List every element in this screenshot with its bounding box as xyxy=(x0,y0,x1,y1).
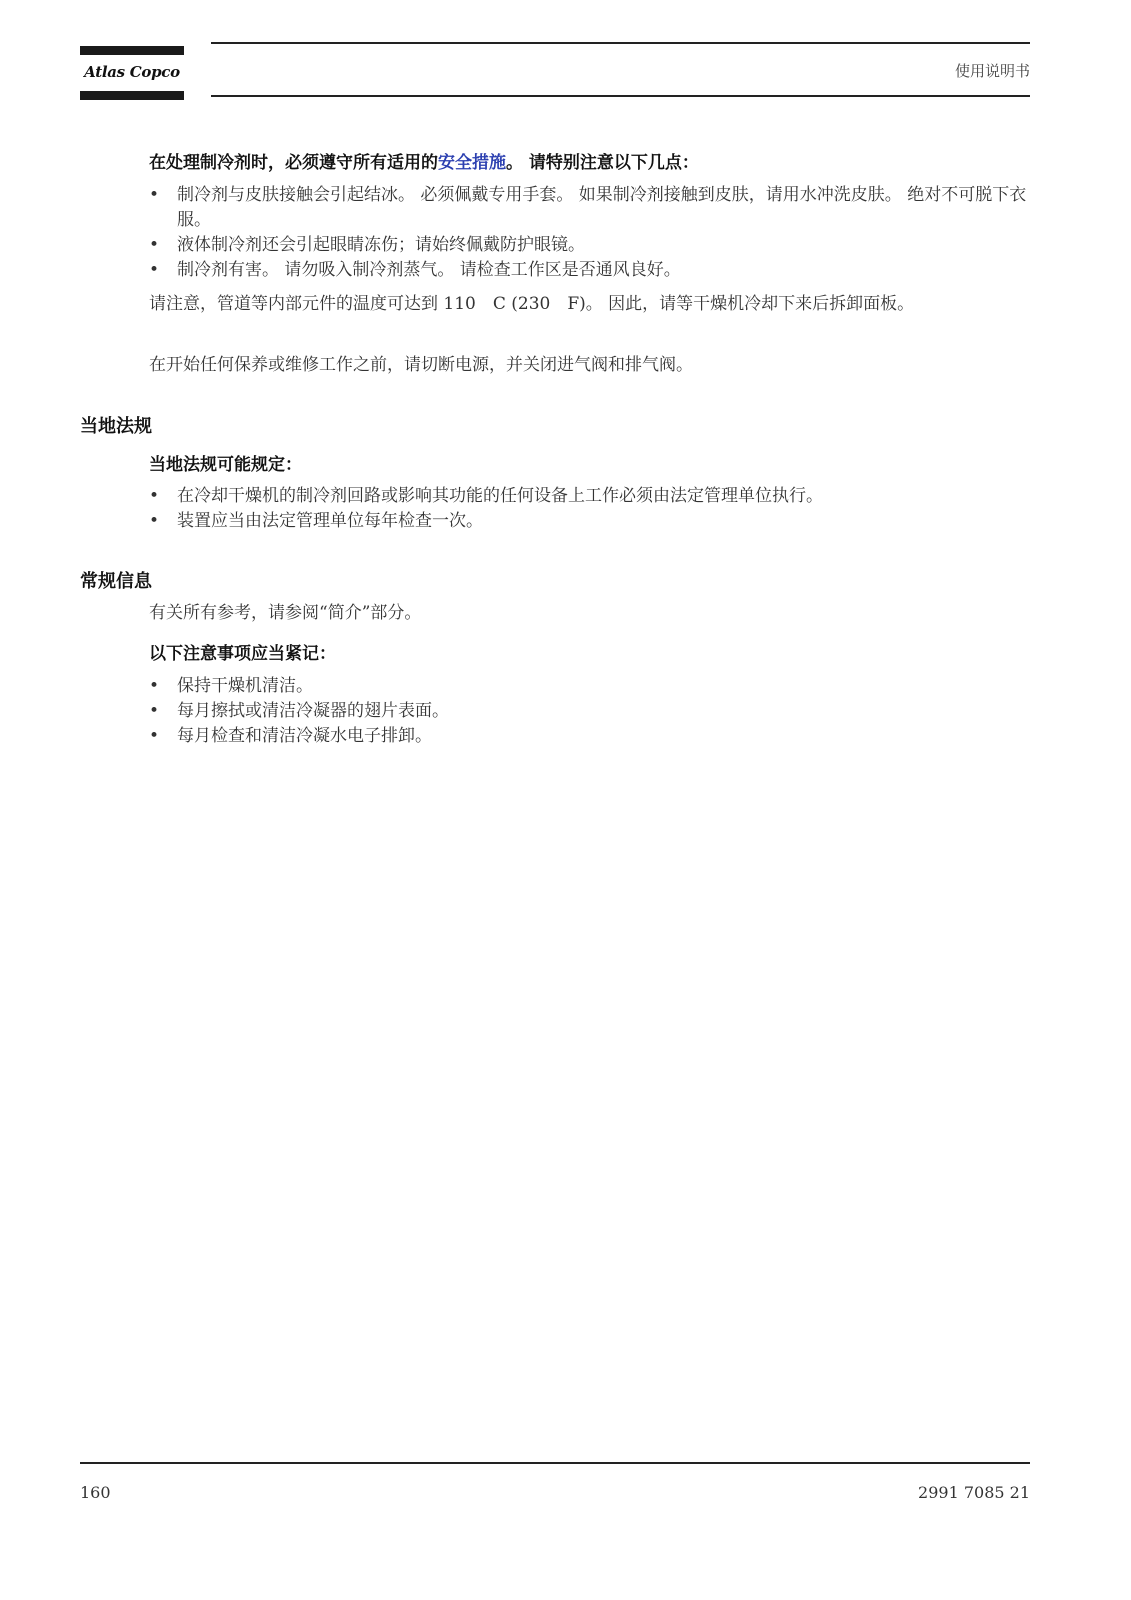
list-item-text: 在冷却干燥机的制冷剂回路或影响其功能的任何设备上工作必须由法定管理单位执行。 xyxy=(177,486,823,506)
bullet-icon: • xyxy=(149,260,160,280)
list-item xyxy=(149,258,1029,283)
document-number: 2991 7085 21 xyxy=(918,1483,1030,1502)
general-info-lead: 以下注意事项应当紧记： xyxy=(149,644,336,664)
general-info-list xyxy=(149,674,1029,749)
refrigerant-bullet-list xyxy=(149,183,1029,283)
bullet-icon: • xyxy=(149,486,160,506)
document-title: 使用说明书 xyxy=(954,62,1030,80)
bullet-icon: • xyxy=(149,701,160,721)
list-item-text: 每月擦拭或清洁冷凝器的翅片表面。 xyxy=(177,701,449,721)
bullet-icon: • xyxy=(149,511,160,531)
list-item xyxy=(149,674,1029,699)
bullet-icon: • xyxy=(149,235,160,255)
refrigerant-lead-text: 在处理制冷剂时，必须遵守所有适用的 xyxy=(149,153,438,173)
local-regulations-lead: 当地法规可能规定： xyxy=(149,455,302,475)
list-item xyxy=(149,724,1029,749)
safety-measures-link[interactable]: 安全措施 xyxy=(438,153,506,173)
list-item-text: 每月检查和清洁冷凝水电子排卸。 xyxy=(177,726,432,746)
general-info-reference: 有关所有参考，请参阅“简介”部分。 xyxy=(149,603,422,623)
bullet-icon: • xyxy=(149,676,160,696)
general-info-heading: 常规信息 xyxy=(80,571,152,592)
list-item xyxy=(149,509,1029,534)
list-item-text: 保持干燥机清洁。 xyxy=(177,676,313,696)
list-item xyxy=(149,233,1029,258)
temperature-note: 请注意，管道等内部元件的温度可达到 110 C (230 F)。 因此，请等干燥机冷却下来后拆卸面板。 xyxy=(149,294,915,314)
logo-wordmark: Atlas Copco xyxy=(84,63,180,81)
power-off-note: 在开始任何保养或维修工作之前，请切断电源，并关闭进气阀和排气阀。 xyxy=(149,355,693,375)
refrigerant-lead-suffix: 。 请特别注意以下几点： xyxy=(506,153,699,173)
list-item xyxy=(149,484,1029,509)
list-item-text: 制冷剂与皮肤接触会引起结冰。 必须佩戴专用手套。 如果制冷剂接触到皮肤，请用水冲洗皮肤。 绝对不可脱下衣服。 xyxy=(177,185,1027,230)
bullet-icon: • xyxy=(149,726,160,746)
list-item-text: 制冷剂有害。 请勿吸入制冷剂蒸气。 请检查工作区是否通风良好。 xyxy=(177,260,681,280)
header-rule-top xyxy=(211,42,1030,44)
local-regulations-list xyxy=(149,484,1029,534)
local-regulations-heading: 当地法规 xyxy=(80,416,152,437)
header-rule-bottom xyxy=(211,95,1030,97)
footer-rule xyxy=(80,1462,1030,1464)
logo-bar-top xyxy=(80,46,184,55)
atlas-copco-logo xyxy=(80,46,184,100)
list-item xyxy=(149,699,1029,724)
page-number: 160 xyxy=(80,1483,111,1502)
logo-bar-bottom xyxy=(80,91,184,100)
list-item-text: 装置应当由法定管理单位每年检查一次。 xyxy=(177,511,483,531)
list-item-text: 液体制冷剂还会引起眼睛冻伤；请始终佩戴防护眼镜。 xyxy=(177,235,585,255)
list-item xyxy=(149,183,1029,233)
refrigerant-lead xyxy=(149,148,699,173)
bullet-icon: • xyxy=(149,185,160,205)
